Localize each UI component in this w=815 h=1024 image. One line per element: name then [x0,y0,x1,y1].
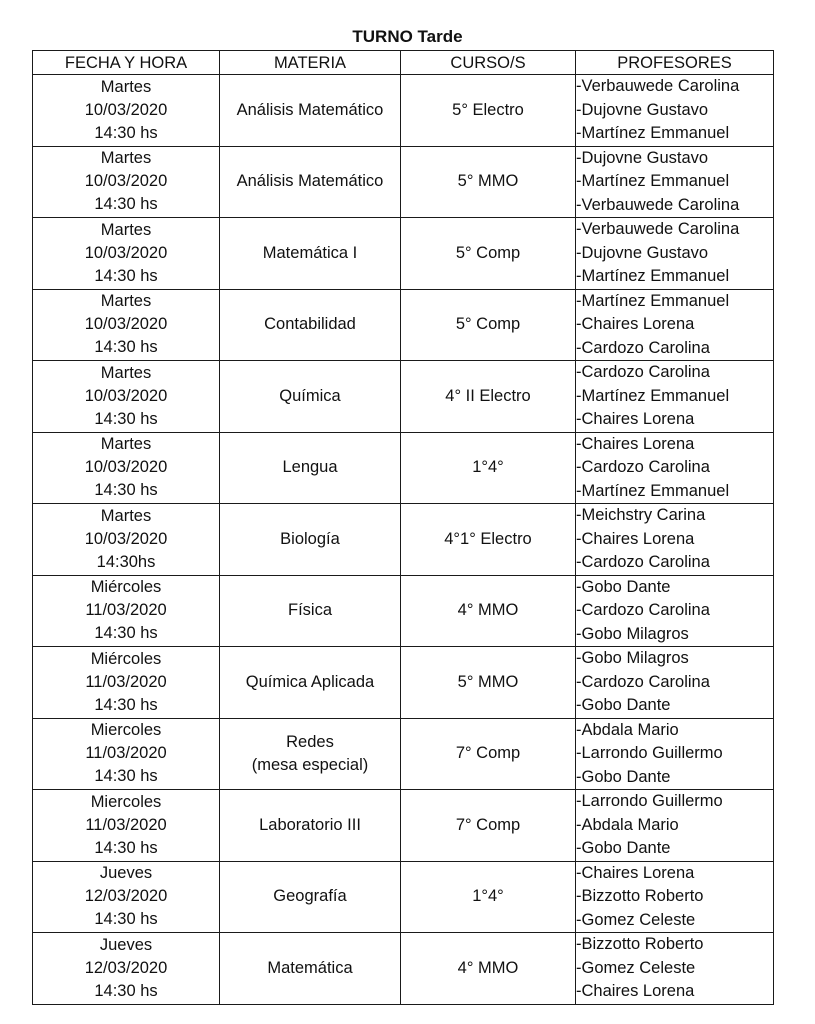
date-label: 12/03/2020 [84,887,168,906]
date-label: 11/03/2020 [85,672,167,691]
teacher-name: -Chaires Lorena [576,982,695,1000]
materia-cell [220,289,401,361]
teacher-name: -Martínez Emmanuel [576,172,730,190]
document-title: TURNO Tarde [352,27,463,46]
day-label: Martes [100,149,152,168]
curso-cell [401,861,576,933]
teacher-name: -Martínez Emmanuel [576,291,730,310]
day-label: Martes [100,220,152,239]
time-label: 14:30 hs [94,195,158,214]
time-label: 14:30 hs [94,910,158,929]
fecha-cell [33,504,220,576]
fecha-cell [33,861,220,933]
date-label: 11/03/2020 [85,815,167,834]
materia-cell [220,361,401,433]
course-label: 5° MMO [457,172,519,191]
header-profesores: PROFESORES [576,51,774,75]
fecha-cell [33,75,220,147]
subject-label: Contabilidad [264,315,356,334]
teacher-name: -Cardozo Carolina [576,363,710,381]
day-label: Martes [100,363,152,382]
fecha-cell [33,432,220,504]
fecha-cell [33,575,220,647]
day-label: Miércoles [90,578,162,597]
day-label: Miercoles [90,792,162,811]
curso-cell [401,647,576,719]
profesores-cell [576,432,774,504]
teacher-name: -Cardozo Carolina [576,553,710,571]
header-row [33,51,774,75]
subject-label: Química [279,386,341,405]
course-label: 1°4° [472,887,504,906]
curso-cell [401,790,576,862]
course-label: 7° Comp [455,744,521,763]
course-label: 4° MMO [457,958,519,977]
profesores-cell [576,790,774,862]
curso-cell [401,289,576,361]
profesores-cell [576,289,774,361]
curso-cell [401,504,576,576]
schedule-body [33,75,774,1005]
teacher-name: -Cardozo Carolina [576,601,710,619]
course-label: 7° Comp [455,815,521,834]
table-row [33,790,774,862]
profesores-cell [576,361,774,433]
exam-schedule-table [32,50,774,1005]
course-label: 5° Comp [455,315,521,334]
date-label: 10/03/2020 [84,529,168,548]
table-row [33,432,774,504]
course-label: 5° Electro [452,100,524,119]
time-label: 14:30 hs [94,767,158,786]
curso-cell [401,218,576,290]
curso-cell [401,361,576,433]
materia-cell [220,790,401,862]
teacher-name: -Dujovne Gustavo [576,243,709,262]
curso-cell [401,718,576,790]
table-row [33,933,774,1005]
teacher-name: -Gobo Milagros [576,624,689,643]
materia-cell [220,575,401,647]
profesores-cell [576,218,774,290]
profesores-cell [576,647,774,719]
time-label: 14:30 hs [94,838,158,857]
profesores-cell [576,933,774,1005]
day-label: Martes [100,506,152,525]
subject-label: Análisis Matemático [236,100,384,119]
date-label: 10/03/2020 [84,386,168,405]
date-label: 10/03/2020 [84,100,168,119]
teacher-name: -Bizzotto Roberto [576,887,704,905]
date-label: 10/03/2020 [84,172,168,191]
subject-label: Redes [286,732,334,751]
date-label: 10/03/2020 [84,458,168,477]
course-label: 1°4° [472,458,504,477]
profesores-cell [576,504,774,576]
profesores-cell [576,718,774,790]
teacher-name: -Verbauwede Carolina [576,220,740,238]
teacher-name: -Meichstry Carina [576,506,706,524]
teacher-name: -Chaires Lorena [576,410,695,428]
course-label: 5° MMO [457,672,519,691]
curso-cell [401,575,576,647]
fecha-cell [33,790,220,862]
teacher-name: -Gobo Milagros [576,649,689,667]
date-label: 11/03/2020 [85,744,167,763]
day-label: Jueves [99,935,153,954]
date-label: 10/03/2020 [84,243,168,262]
table-row [33,504,774,576]
date-label: 12/03/2020 [84,958,168,977]
materia-cell [220,861,401,933]
teacher-name: -Gomez Celeste [576,910,696,929]
course-label: 5° Comp [455,243,521,262]
time-label: 14:30 hs [94,481,158,500]
profesores-cell [576,861,774,933]
teacher-name: -Gobo Dante [576,696,671,714]
time-label: 14:30 hs [94,409,158,428]
date-label: 10/03/2020 [84,315,168,334]
teacher-name: -Gobo Dante [576,767,671,786]
materia-cell [220,432,401,504]
course-label: 4° II Electro [445,386,531,405]
table-row [33,146,774,218]
table-row [33,75,774,147]
fecha-cell [33,647,220,719]
teacher-name: -Verbauwede Carolina [576,77,740,95]
fecha-cell [33,218,220,290]
fecha-cell [33,146,220,218]
teacher-name: -Bizzotto Roberto [576,935,704,953]
teacher-name: -Martínez Emmanuel [576,481,730,500]
teacher-name: -Larrondo Guillermo [576,744,723,762]
curso-cell [401,432,576,504]
teacher-name: -Chaires Lorena [576,315,695,333]
table-row [33,647,774,719]
time-label: 14:30 hs [94,123,158,142]
teacher-name: -Martínez Emmanuel [576,124,730,142]
profesores-cell [576,146,774,218]
materia-cell [220,504,401,576]
materia-cell [220,218,401,290]
date-label: 11/03/2020 [85,601,167,620]
subject-label: (mesa especial) [251,755,369,774]
materia-cell [220,75,401,147]
day-label: Martes [100,77,152,96]
subject-label: Lengua [282,458,338,477]
fecha-cell [33,289,220,361]
teacher-name: -Verbauwede Carolina [576,195,740,214]
day-label: Martes [100,292,152,311]
time-label: 14:30 hs [94,624,158,643]
profesores-cell [576,75,774,147]
teacher-name: -Dujovne Gustavo [576,148,709,167]
table-row [33,289,774,361]
table-row [33,718,774,790]
teacher-name: -Martínez Emmanuel [576,267,730,285]
time-label: 14:30 hs [94,338,158,357]
time-label: 14:30 hs [94,695,158,714]
day-label: Miércoles [90,649,162,668]
curso-cell [401,933,576,1005]
subject-label: Geografía [273,887,347,906]
subject-label: Matemática I [262,243,358,262]
subject-label: Matemática [267,958,353,977]
subject-label: Biología [280,529,340,548]
teacher-name: -Chaires Lorena [576,434,695,453]
teacher-name: -Cardozo Carolina [576,338,710,357]
curso-cell [401,75,576,147]
teacher-name: -Gomez Celeste [576,958,696,977]
teacher-name: -Martínez Emmanuel [576,386,730,405]
course-label: 4°1° Electro [444,529,532,548]
header-curso: CURSO/S [401,51,576,75]
table-row [33,361,774,433]
subject-label: Química Aplicada [245,672,375,691]
fecha-cell [33,361,220,433]
teacher-name: -Cardozo Carolina [576,672,710,691]
subject-label: Física [287,601,332,620]
materia-cell [220,933,401,1005]
fecha-cell [33,933,220,1005]
time-label: 14:30hs [96,552,156,571]
teacher-name: -Dujovne Gustavo [576,100,709,119]
teacher-name: -Chaires Lorena [576,863,695,882]
teacher-name: -Abdala Mario [576,815,679,834]
day-label: Miercoles [90,721,162,740]
teacher-name: -Cardozo Carolina [576,458,710,476]
teacher-name: -Chaires Lorena [576,529,695,548]
teacher-name: -Abdala Mario [576,720,679,739]
materia-cell [220,647,401,719]
day-label: Martes [100,435,152,454]
profesores-cell [576,575,774,647]
subject-label: Análisis Matemático [236,172,384,191]
teacher-name: -Larrondo Guillermo [576,792,723,810]
materia-cell [220,146,401,218]
time-label: 14:30 hs [94,981,158,1000]
teacher-name: -Gobo Dante [576,577,671,596]
teacher-name: -Gobo Dante [576,839,671,857]
table-row [33,575,774,647]
header-materia: MATERIA [220,51,401,75]
course-label: 4° MMO [457,601,519,620]
materia-cell [220,718,401,790]
curso-cell [401,146,576,218]
table-row [33,861,774,933]
header-fecha: FECHA Y HORA [33,51,220,75]
time-label: 14:30 hs [94,266,158,285]
subject-label: Laboratorio III [259,815,361,834]
table-row [33,218,774,290]
fecha-cell [33,718,220,790]
day-label: Jueves [99,864,153,883]
